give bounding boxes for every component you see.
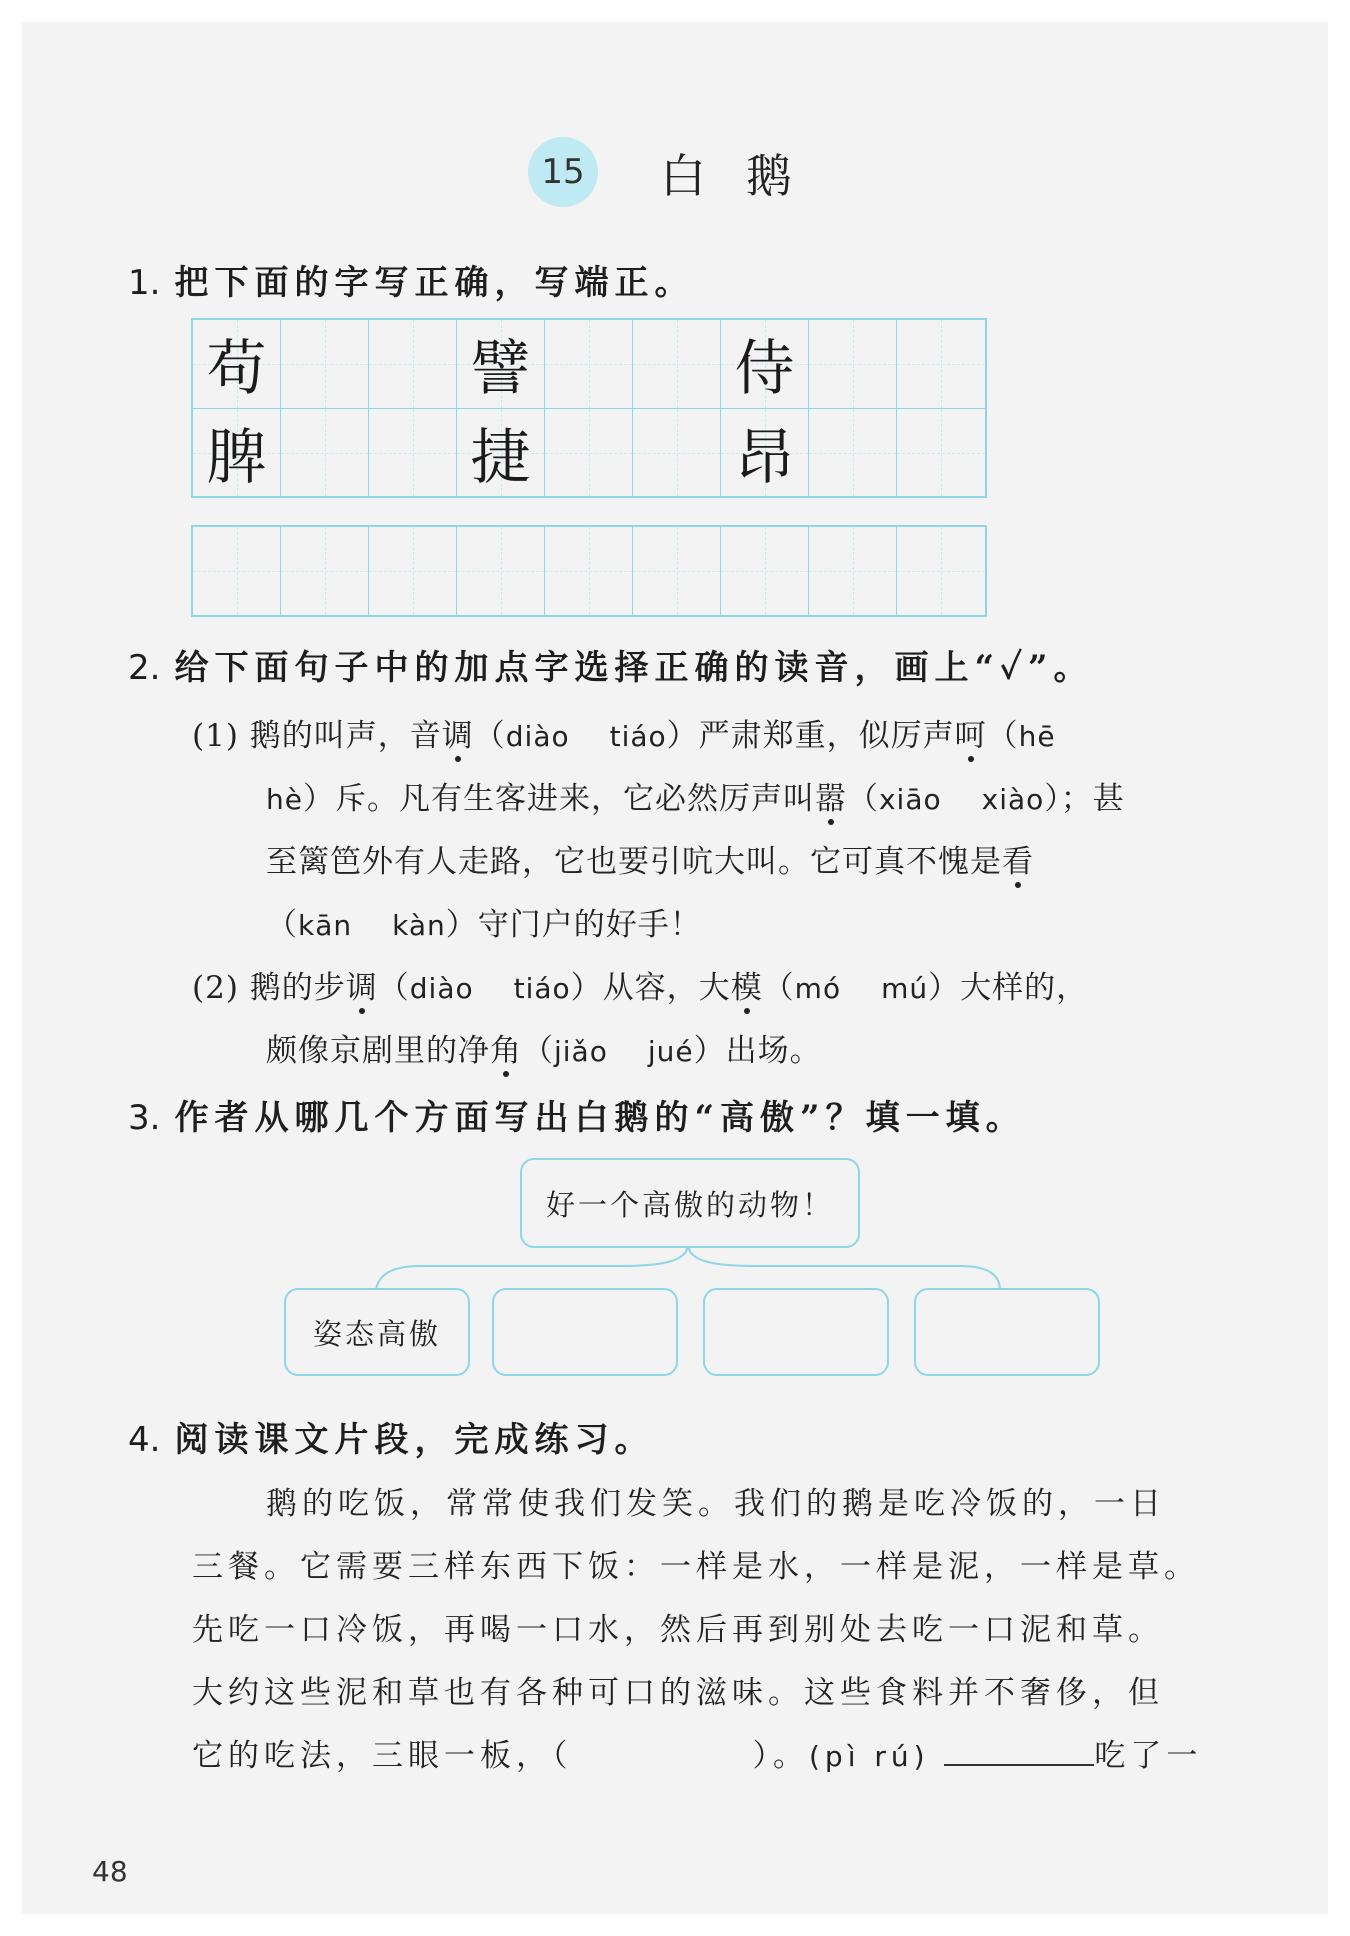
sentence-text: （ [377, 970, 410, 1006]
answer-box-3[interactable] [703, 1288, 889, 1376]
item-label: (2) [192, 970, 239, 1006]
model-character: 脾 [206, 422, 267, 493]
pinyin-option[interactable]: tiáo [513, 972, 571, 1005]
pinyin-option[interactable]: diào [409, 972, 474, 1005]
model-character: 譬 [470, 334, 531, 404]
pinyin-option[interactable]: kān [298, 909, 353, 942]
sentence-text: （ [522, 1033, 554, 1069]
passage-line-2: 三餐。它需要三样东西下饭：一样是水，一样是泥，一样是草。 [192, 1549, 1200, 1585]
question-text: 把下面的字写正确，写端正。 [174, 263, 695, 303]
page-number: 48 [92, 1855, 128, 1888]
lesson-title: 白鹅 [660, 149, 832, 203]
answer-box-2[interactable] [492, 1288, 678, 1376]
sentence-text: 鹅的叫声，音 [249, 718, 442, 754]
character-cell [721, 320, 809, 408]
sentence-text: ）；甚 [1044, 781, 1125, 817]
question-number: 1. [128, 263, 161, 303]
sentence-text: 颇像京剧里的净 [266, 1033, 490, 1069]
question-number: 2. [128, 648, 161, 688]
question-text: 作者从哪几个方面写出白鹅的“高傲”？填一填。 [174, 1098, 1026, 1138]
sentence-text: ）严肃郑重，似厉声 [666, 718, 955, 754]
pinyin-option[interactable]: hē [1018, 720, 1056, 753]
answer-box-4[interactable] [914, 1288, 1100, 1376]
pinyin-option[interactable]: xiào [981, 783, 1045, 816]
dotted-char: 看 [1002, 844, 1034, 880]
item-label: (1) [192, 718, 239, 754]
character-cell [457, 408, 545, 496]
character-cell [193, 408, 281, 496]
sentence-text: 至篱笆外有人走路，它也要引吭大叫。它可真不愧是 [266, 844, 1002, 880]
passage-line-1: 鹅的吃饭，常常使我们发笑。我们的鹅是吃冷饭的，一日 [266, 1486, 1166, 1522]
character-cell [193, 320, 281, 408]
sentence-text: （ [846, 781, 879, 817]
pinyin-option[interactable]: mó [794, 972, 842, 1005]
sentence-text: （ [473, 718, 506, 754]
model-character: 侍 [734, 334, 795, 404]
sentence-text: （ [762, 970, 795, 1006]
sentence-text: ）斥。凡有生客进来，它必然厉声叫 [302, 781, 815, 817]
passage-line-3: 先吃一口冷饭，再喝一口水，然后再到别处去吃一口泥和草。 [192, 1612, 1164, 1648]
sentence-text: （ [266, 907, 298, 943]
pinyin-option[interactable]: xiāo [878, 783, 942, 816]
sentence-text: 鹅的步 [249, 970, 346, 1006]
pinyin-option[interactable]: kàn [392, 909, 446, 942]
sentence-text: ）从容，大 [570, 970, 731, 1006]
question-number: 3. [128, 1098, 161, 1138]
fill-blank-line[interactable] [944, 1740, 1094, 1766]
mind-map-root-box: 好一个高傲的动物！ [520, 1158, 860, 1248]
question-4-heading [128, 1412, 654, 1461]
dotted-char: 调 [345, 970, 378, 1006]
character-cell [457, 320, 545, 408]
sentence-text: ）大样的， [928, 970, 1089, 1006]
answer-box-1[interactable]: 姿态高傲 [284, 1288, 470, 1376]
lesson-number-badge: 15 [528, 137, 598, 207]
dotted-char: 呵 [954, 718, 987, 754]
pinyin-option[interactable]: diào [505, 720, 570, 753]
model-character: 捷 [470, 422, 531, 493]
character-cell [721, 408, 809, 496]
pinyin-option[interactable]: jiǎo [554, 1035, 608, 1068]
pinyin-option[interactable]: tiáo [609, 720, 667, 753]
model-character: 昂 [734, 422, 795, 493]
sentence-text: 它的吃法，三眼一板，（ [192, 1738, 573, 1774]
sentence-text: 吃了一 [1094, 1738, 1203, 1774]
sentence-text: ）出场。 [693, 1033, 822, 1069]
passage-line-5 [192, 1730, 1202, 1775]
pinyin-option[interactable]: hè [266, 783, 303, 816]
question-text: 给下面句子中的加点字选择正确的读音，画上“✓”。 [174, 648, 1094, 688]
pinyin-hint: (pì rú) [809, 1740, 930, 1773]
dotted-char: 角 [490, 1033, 522, 1069]
model-character: 苟 [206, 334, 267, 404]
sentence-text: （ [986, 718, 1019, 754]
question-text: 阅读课文片段，完成练习。 [174, 1420, 655, 1460]
sentence-text: ）。 [752, 1738, 809, 1774]
dotted-char: 模 [730, 970, 763, 1006]
question-number: 4. [128, 1420, 161, 1460]
dotted-char: 调 [441, 718, 474, 754]
pinyin-option[interactable]: jué [647, 1035, 694, 1068]
passage-line-4: 大约这些泥和草也有各种可口的滋味。这些食料并不奢侈，但 [192, 1675, 1164, 1711]
pinyin-option[interactable]: mú [881, 972, 929, 1005]
dotted-char: 嚣 [814, 781, 847, 817]
sentence-text: ）守门户的好手！ [445, 907, 702, 943]
